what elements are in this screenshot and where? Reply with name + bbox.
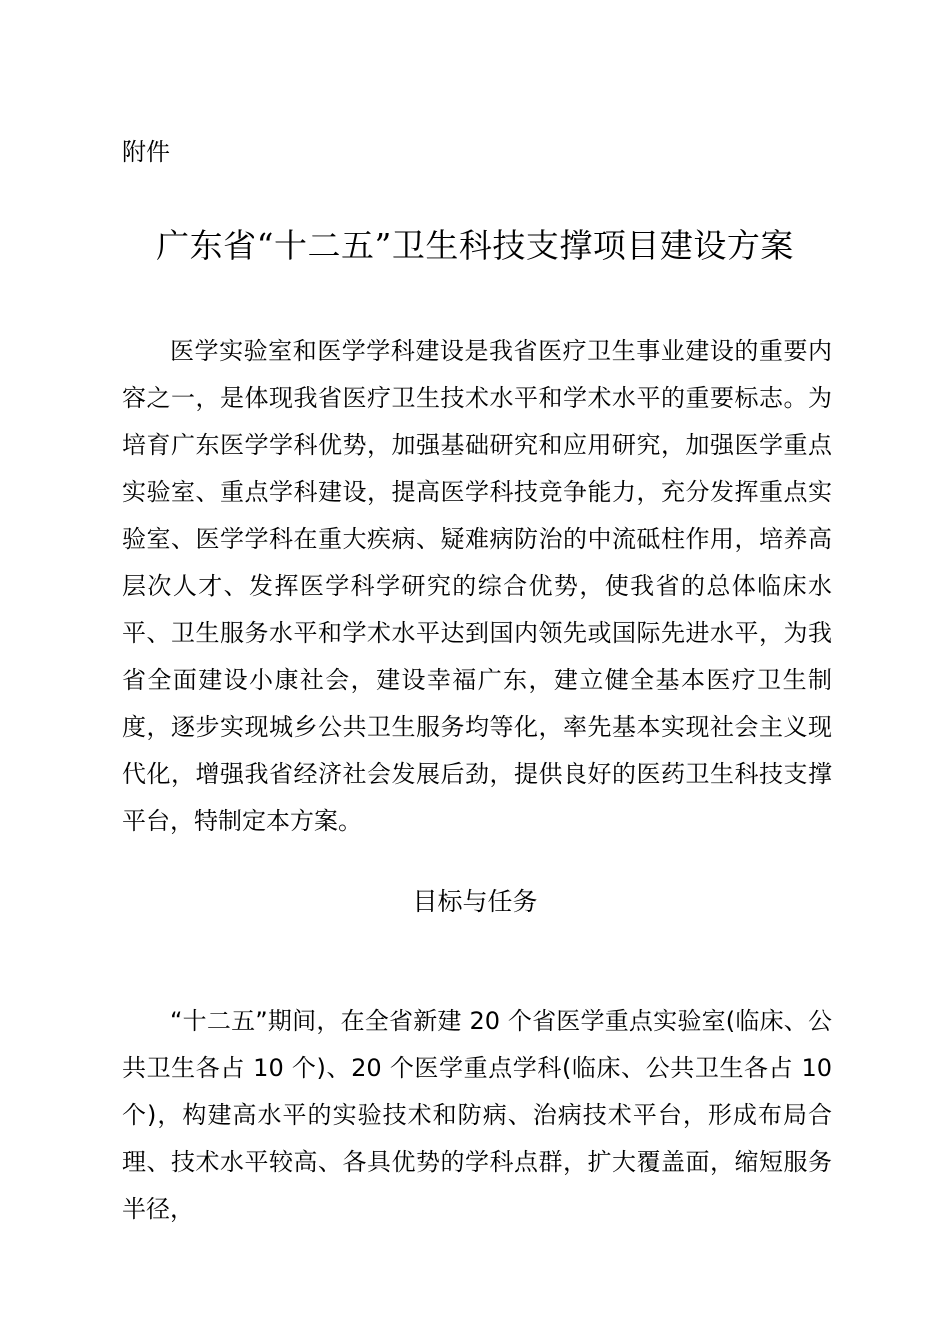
document-title: 广东省“十二五”卫生科技支撑项目建设方案 [156, 226, 794, 265]
intro-paragraph: 医学实验室和医学学科建设是我省医疗卫生事业建设的重要内容之一，是体现我省医疗卫生技术水平和学术水平的重要标志。为培育广东医学学科优势，加强基础研究和应用研究，加强医学重点实验室、重点学科建设，提高医学科技竞争能力，充分发挥重点实验室、医学学科在重大疾病、疑难病防治的中流砥柱作用，培养高层次人才、发挥医学科学研究的综合优势，使我省的总体临床水平、卫生服务水平和学术水平达到国内领先或国际先进水平，为我省全面建设小康社会，建设幸福广东，建立健全基本医疗卫生制度，逐步实现城乡公共卫生服务均等化，率先基本实现社会主义现代化，增强我省经济社会发展后劲，提供良好的医药卫生科技支撑平台，特制定本方案。 [122, 337, 832, 835]
section-heading: 目标与任务 [412, 887, 538, 916]
goals-paragraph: “十二五”期间，在全省新建 20 个省医学重点实验室(临床、公共卫生各占 10 个)、20 个医学重点学科(临床、公共卫生各占 10 个)，构建高水平的实验技术和防病、治病技术平台，形成布局合理、技术水平较高、各具优势的学科点群，扩大覆盖面，缩短服务半径， [122, 1007, 832, 1223]
attachment-label: 附件 [122, 138, 170, 166]
